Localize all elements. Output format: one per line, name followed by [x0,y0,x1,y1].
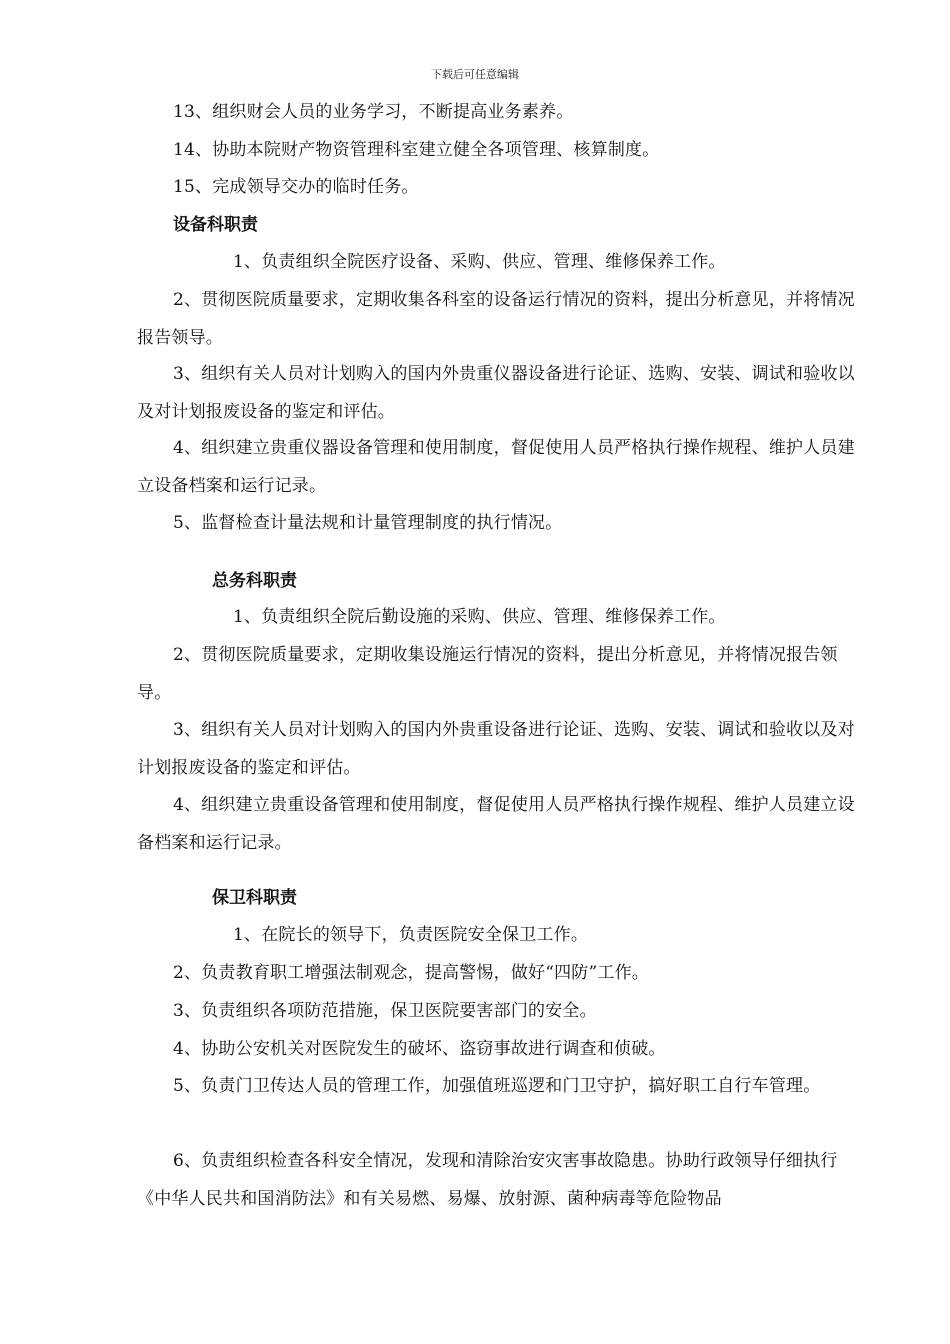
equipment-item-2: 2、贯彻医院质量要求，定期收集各科室的设备运行情况的资料，提出分析意见，并将情况报告领导。 [137,290,855,348]
security-item-3: 3、负责组织各项防范措施，保卫医院要害部门的安全。 [173,1001,597,1021]
security-item-5: 5、负责门卫传达人员的管理工作，加强值班巡逻和门卫守护，搞好职工自行车管理。 [173,1076,821,1096]
equipment-item-1: 1、负责组织全院医疗设备、采购、供应、管理、维修保养工作。 [233,252,726,272]
general-section-title: 总务科职责 [212,571,297,591]
header-note: 下载后可任意编辑 [431,68,519,81]
general-item-3: 3、组织有关人员对计划购入的国内外贵重设备进行论证、选购、安装、调试和验收以及对计划报废设备的鉴定和评估。 [137,720,855,778]
finance-item-15: 15、完成领导交办的临时任务。 [173,177,419,197]
general-item-4: 4、组织建立贵重设备管理和使用制度，督促使用人员严格执行操作规程、维护人员建立设备档案和运行记录。 [137,795,855,853]
equipment-item-5: 5、监督检查计量法规和计量管理制度的执行情况。 [173,513,563,533]
security-section-title: 保卫科职责 [212,888,297,908]
general-item-1: 1、负责组织全院后勤设施的采购、供应、管理、维修保养工作。 [233,607,726,627]
security-item-2: 2、负责教育职工增强法制观念，提高警惕，做好“四防”工作。 [173,963,649,983]
finance-item-14: 14、协助本院财产物资管理科室建立健全各项管理、核算制度。 [173,140,660,160]
equipment-item-4: 4、组织建立贵重仪器设备管理和使用制度，督促使用人员严格执行操作规程、维护人员建立设备档案和运行记录。 [137,438,855,496]
equipment-item-3: 3、组织有关人员对计划购入的国内外贵重仪器设备进行论证、选购、安装、调试和验收以及对计划报废设备的鉴定和评估。 [137,364,855,422]
equipment-section-title: 设备科职责 [173,215,258,235]
general-item-2: 2、贯彻医院质量要求，定期收集设施运行情况的资料，提出分析意见，并将情况报告领导。 [137,645,838,703]
finance-item-13: 13、组织财会人员的业务学习，不断提高业务素养。 [173,102,574,122]
security-item-6: 6、负责组织检查各科安全情况，发现和清除治安灾害事故隐患。协助行政领导仔细执行《中华人民共和国消防法》和有关易燃、易爆、放射源、菌种病毒等危险物品 [137,1151,838,1209]
security-item-4: 4、协助公安机关对医院发生的破坏、盗窃事故进行调查和侦破。 [173,1039,666,1059]
security-item-1: 1、在院长的领导下，负责医院安全保卫工作。 [233,925,589,945]
